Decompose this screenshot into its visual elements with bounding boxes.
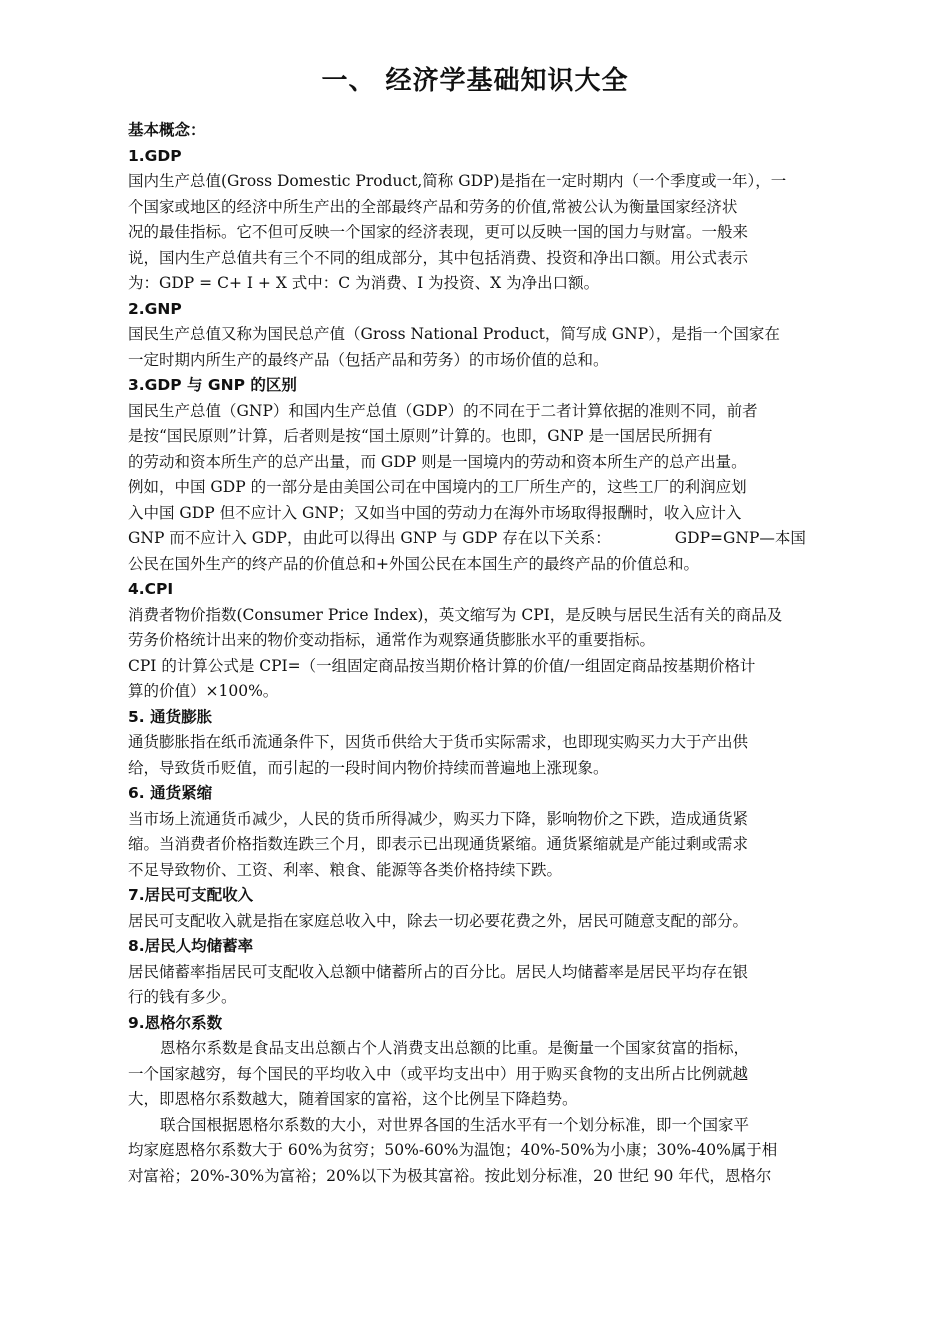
paragraph-line: CPI 的计算公式是 CPI=（一组固定商品按当期价格计算的价值/一组固定商品按基期价格计: [128, 656, 756, 675]
intro-heading: 基本概念：: [128, 121, 206, 139]
paragraph-line: 当市场上流通货币减少，人民的货币所得减少，购买力下降，影响物价之下跌，造成通货紧: [128, 809, 749, 828]
paragraph-line: 国民生产总值（GNP）和国内生产总值（GDP）的不同在于二者计算依据的准则不同，前者: [128, 401, 758, 420]
paragraph-line: 一定时期内所生产的最终产品（包括产品和劳务）的市场价值的总和。: [128, 350, 609, 369]
paragraph-line: 劳务价格统计出来的物价变动指标，通常作为观察通货膨胀水平的重要指标。: [128, 631, 656, 649]
section-heading-inflation: 5. 通货膨胀: [128, 707, 213, 726]
paragraph-line: 说，国内生产总值共有三个不同的组成部分，其中包括消费、投资和净出口额。用公式表示: [128, 248, 749, 267]
section-heading-savings-rate: 8.居民人均储蓄率: [128, 937, 254, 955]
paragraph-line: 是按“国民原则”计算，后者则是按“国土原则”计算的。也即，GNP 是一国居民所拥有: [128, 427, 713, 445]
paragraph-line: 行的钱有多少。: [128, 988, 237, 1006]
paragraph-line: 均家庭恩格尔系数大于 60%为贫穷；50%-60%为温饱；40%-50%为小康；30%-40%属于相: [128, 1141, 778, 1159]
document-body: [128, 118, 818, 1189]
section-heading-engel-coefficient: 9.恩格尔系数: [128, 1013, 223, 1032]
section-heading-gdp-gnp-difference: 3.GDP 与 GNP 的区别: [128, 376, 297, 394]
paragraph-line: 不足导致物价、工资、利率、粮食、能源等各类价格持续下跌。: [128, 860, 563, 879]
paragraph-line: 通货膨胀指在纸币流通条件下，因货币供给大于货币实际需求，也即现实购买力大于产出供: [128, 733, 749, 751]
paragraph-line: 居民可支配收入就是指在家庭总收入中，除去一切必要花费之外，居民可随意支配的部分。: [128, 911, 749, 930]
paragraph-line: 为：GDP = C+ I + X 式中：C 为消费、I 为投资、X 为净出口额。: [128, 274, 600, 292]
section-heading-deflation: 6. 通货紧缩: [128, 784, 213, 802]
paragraph-line: 对富裕；20%-30%为富裕；20%以下为极其富裕。按此划分标准，20 世纪 90 年代，恩格尔: [128, 1166, 772, 1185]
paragraph-line: 例如，中国 GDP 的一部分是由美国公司在中国境内的工厂所生产的，这些工厂的利润应划: [128, 478, 747, 496]
paragraph-line: 公民在国外生产的终产品的价值总和+外国公民在本国生产的最终产品的价值总和。: [128, 554, 699, 573]
section-heading-gdp: 1.GDP: [128, 146, 182, 165]
paragraph-line: 况的最佳指标。它不但可反映一个国家的经济表现，更可以反映一国的国力与财富。一般来: [128, 223, 749, 241]
paragraph-line: 国民生产总值又称为国民总产值（Gross National Product，简写成 GNP），是指一个国家在: [128, 325, 780, 343]
paragraph-line: [128, 526, 818, 552]
paragraph-line: 消费者物价指数(Consumer Price Index)，英文缩写为 CPI，是反映与居民生活有关的商品及: [128, 605, 783, 624]
section-heading-disposable-income: 7.居民可支配收入: [128, 886, 254, 904]
paragraph-line: 大，即恩格尔系数越大，随着国家的富裕，这个比例呈下降趋势。: [128, 1090, 578, 1108]
formula-text: GDP=GNP—本国: [674, 529, 806, 547]
paragraph-line: 一个国家越穷，每个国民的平均收入中（或平均支出中）用于购买食物的支出所占比例就越: [128, 1064, 749, 1083]
paragraph-line: 给，导致货币贬值，而引起的一段时间内物价持续而普遍地上涨现象。: [128, 758, 609, 777]
paragraph-line: 缩。当消费者价格指数连跌三个月，即表示已出现通货紧缩。通货紧缩就是产能过剩或需求: [128, 835, 749, 853]
section-heading-cpi: 4.CPI: [128, 580, 174, 598]
page-title: 一、 经济学基础知识大全: [321, 66, 629, 96]
paragraph-line: 联合国根据恩格尔系数的大小，对世界各国的生活水平有一个划分标准，即一个国家平: [160, 1115, 750, 1134]
paragraph-line: 居民储蓄率指居民可支配收入总额中储蓄所占的百分比。居民人均储蓄率是居民平均存在银: [128, 962, 749, 981]
paragraph-line: 的劳动和资本所生产的总产出量，而 GDP 则是一国境内的劳动和资本所生产的总产出量。: [128, 452, 747, 471]
paragraph-line: 恩格尔系数是食品支出总额占个人消费支出总额的比重。是衡量一个国家贫富的指标，: [160, 1039, 750, 1057]
section-heading-gnp: 2.GNP: [128, 299, 182, 318]
paragraph-line: 入中国 GDP 但不应计入 GNP；又如当中国的劳动力在海外市场取得报酬时，收入应计入: [128, 503, 742, 522]
paragraph-text: GNP 而不应计入 GDP，由此可以得出 GNP 与 GDP 存在以下关系：: [128, 529, 611, 547]
paragraph-line: 国内生产总值(Gross Domestic Product,简称 GDP)是指在一定时期内（一个季度或一年），一: [128, 172, 787, 190]
paragraph-line: 算的价值）×100%。: [128, 682, 279, 700]
paragraph-line: 个国家或地区的经济中所生产出的全部最终产品和劳务的价值,常被公认为衡量国家经济状: [128, 197, 738, 216]
